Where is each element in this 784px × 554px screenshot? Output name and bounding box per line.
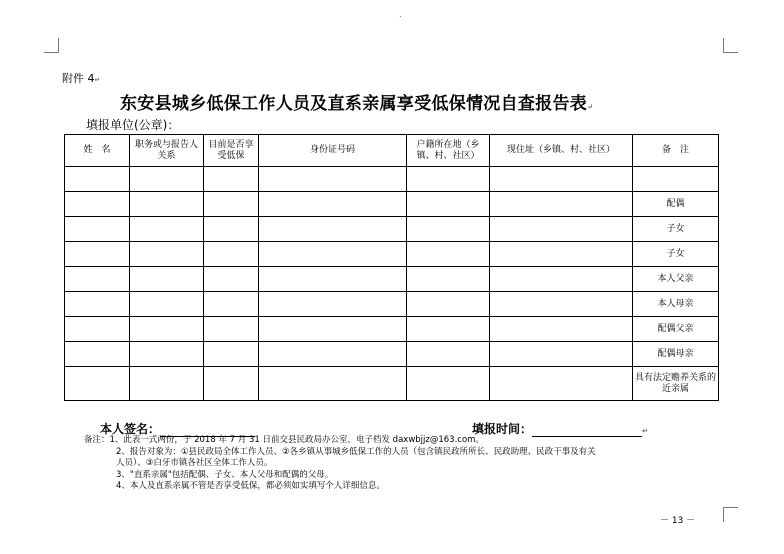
crop-mark-top-right	[723, 38, 738, 53]
table-cell[interactable]	[490, 242, 633, 267]
table-row	[65, 367, 719, 401]
table-row	[65, 317, 719, 342]
table-cell[interactable]	[259, 242, 407, 267]
remarks-cell[interactable]: 配偶母亲	[633, 342, 719, 367]
remarks-cell[interactable]	[633, 167, 719, 192]
table-cell[interactable]	[407, 292, 490, 317]
attachment-label	[62, 70, 100, 86]
table-cell[interactable]	[259, 217, 407, 242]
note-line-1: 备注：1、此表一式两份，于 2018 年 7 月 31 日前交县民政局办公室，电子档发 daxwbjjz@163.com。	[84, 435, 484, 445]
header-remarks: 备 注	[633, 135, 719, 167]
page-title	[120, 89, 593, 114]
header-position: 职务或与报告人关系	[130, 135, 204, 167]
table-cell[interactable]	[130, 217, 204, 242]
table-cell[interactable]	[204, 317, 259, 342]
table-cell[interactable]	[65, 217, 130, 242]
note-line-5: 4、本人及直系亲属不管是否享受低保，都必须如实填写个人详细信息。	[116, 481, 385, 491]
attachment-label-text: 附件 4	[62, 72, 95, 85]
crop-mark-top-left	[44, 38, 59, 53]
crop-mark-bottom-right	[723, 507, 738, 522]
table-cell[interactable]	[407, 242, 490, 267]
note-line-4: 3、"直系亲属"包括配偶、子女、本人父母和配偶的父母。	[116, 469, 334, 480]
table-cell[interactable]	[259, 292, 407, 317]
table-cell[interactable]	[490, 217, 633, 242]
report-table	[64, 134, 719, 401]
table-cell[interactable]	[130, 367, 204, 401]
table-cell[interactable]	[407, 192, 490, 217]
table-row	[65, 217, 719, 242]
table-cell[interactable]	[65, 242, 130, 267]
signature-label: 本人签名：	[100, 422, 161, 436]
table-cell[interactable]	[65, 292, 130, 317]
header-address: 现住址（乡镇、村、社区）	[490, 135, 633, 167]
table-cell[interactable]	[259, 192, 407, 217]
table-cell[interactable]	[490, 342, 633, 367]
table-cell[interactable]	[490, 192, 633, 217]
remarks-cell[interactable]: 子女	[633, 242, 719, 267]
table-cell[interactable]	[204, 342, 259, 367]
table-cell[interactable]	[407, 367, 490, 401]
fill-time-label: 填报时间：	[472, 422, 533, 436]
table-row	[65, 192, 719, 217]
table-cell[interactable]	[130, 167, 204, 192]
table-cell[interactable]	[407, 342, 490, 367]
table-cell[interactable]	[259, 317, 407, 342]
header-household: 户籍所在地（乡镇、村、社区）	[407, 135, 490, 167]
top-mark: .	[399, 10, 402, 19]
table-cell[interactable]	[407, 167, 490, 192]
remarks-cell[interactable]: 配偶父亲	[633, 317, 719, 342]
table-cell[interactable]	[490, 267, 633, 292]
table-cell[interactable]	[65, 192, 130, 217]
table-cell[interactable]	[407, 317, 490, 342]
remarks-cell[interactable]: 本人父亲	[633, 267, 719, 292]
table-row	[65, 242, 719, 267]
table-body	[65, 167, 719, 401]
table-row	[65, 292, 719, 317]
page-title-text: 东安县城乡低保工作人员及直系亲属享受低保情况自查报告表	[120, 94, 588, 114]
table-cell[interactable]	[259, 167, 407, 192]
table-cell[interactable]	[204, 367, 259, 401]
table-cell[interactable]	[130, 317, 204, 342]
table-cell[interactable]	[65, 167, 130, 192]
remarks-cell[interactable]: 具有法定赡养关系的近亲属	[633, 367, 719, 401]
table-cell[interactable]	[204, 167, 259, 192]
table-cell[interactable]	[65, 342, 130, 367]
paragraph-mark: ↵	[642, 427, 648, 435]
table-cell[interactable]	[204, 217, 259, 242]
remarks-cell[interactable]: 本人母亲	[633, 292, 719, 317]
table-cell[interactable]	[130, 292, 204, 317]
table-cell[interactable]	[130, 242, 204, 267]
table-cell[interactable]	[259, 342, 407, 367]
remarks-cell[interactable]: 子女	[633, 217, 719, 242]
table-cell[interactable]	[130, 192, 204, 217]
page-number: － 13 －	[660, 516, 696, 526]
header-name: 姓 名	[65, 135, 130, 167]
table-cell[interactable]	[130, 342, 204, 367]
table-header-row	[65, 135, 719, 167]
fill-unit-label: 填报单位(公章)：	[86, 118, 180, 132]
header-receiving: 目前是否享受低保	[204, 135, 259, 167]
table-cell[interactable]	[407, 217, 490, 242]
note-line-3: 人员）、③白牙市镇各社区全体工作人员。	[116, 458, 273, 468]
table-cell[interactable]	[407, 267, 490, 292]
table-cell[interactable]	[204, 192, 259, 217]
table-cell[interactable]	[204, 292, 259, 317]
paragraph-mark: ↵	[587, 102, 594, 111]
table-cell[interactable]	[490, 292, 633, 317]
table-cell[interactable]	[204, 267, 259, 292]
notes	[84, 435, 596, 493]
table-cell[interactable]	[65, 317, 130, 342]
note-line-2: 2、报告对象为：①县民政局全体工作人员、②各乡镇从事城乡低保工作的人员（包含镇民政所所长、民政助理、民政干事及有关	[116, 446, 596, 457]
paragraph-mark: ↵	[94, 76, 101, 84]
remarks-cell[interactable]: 配偶	[633, 192, 719, 217]
table-cell[interactable]	[204, 242, 259, 267]
table-cell[interactable]	[259, 367, 407, 401]
table-cell[interactable]	[130, 267, 204, 292]
table-cell[interactable]	[490, 367, 633, 401]
header-id-number: 身份证号码	[259, 135, 407, 167]
table-row	[65, 342, 719, 367]
table-row	[65, 167, 719, 192]
table-cell[interactable]	[65, 267, 130, 292]
table-cell[interactable]	[490, 317, 633, 342]
table-cell[interactable]	[490, 167, 633, 192]
table-cell[interactable]	[259, 267, 407, 292]
table-row	[65, 267, 719, 292]
table-cell[interactable]	[65, 367, 130, 401]
